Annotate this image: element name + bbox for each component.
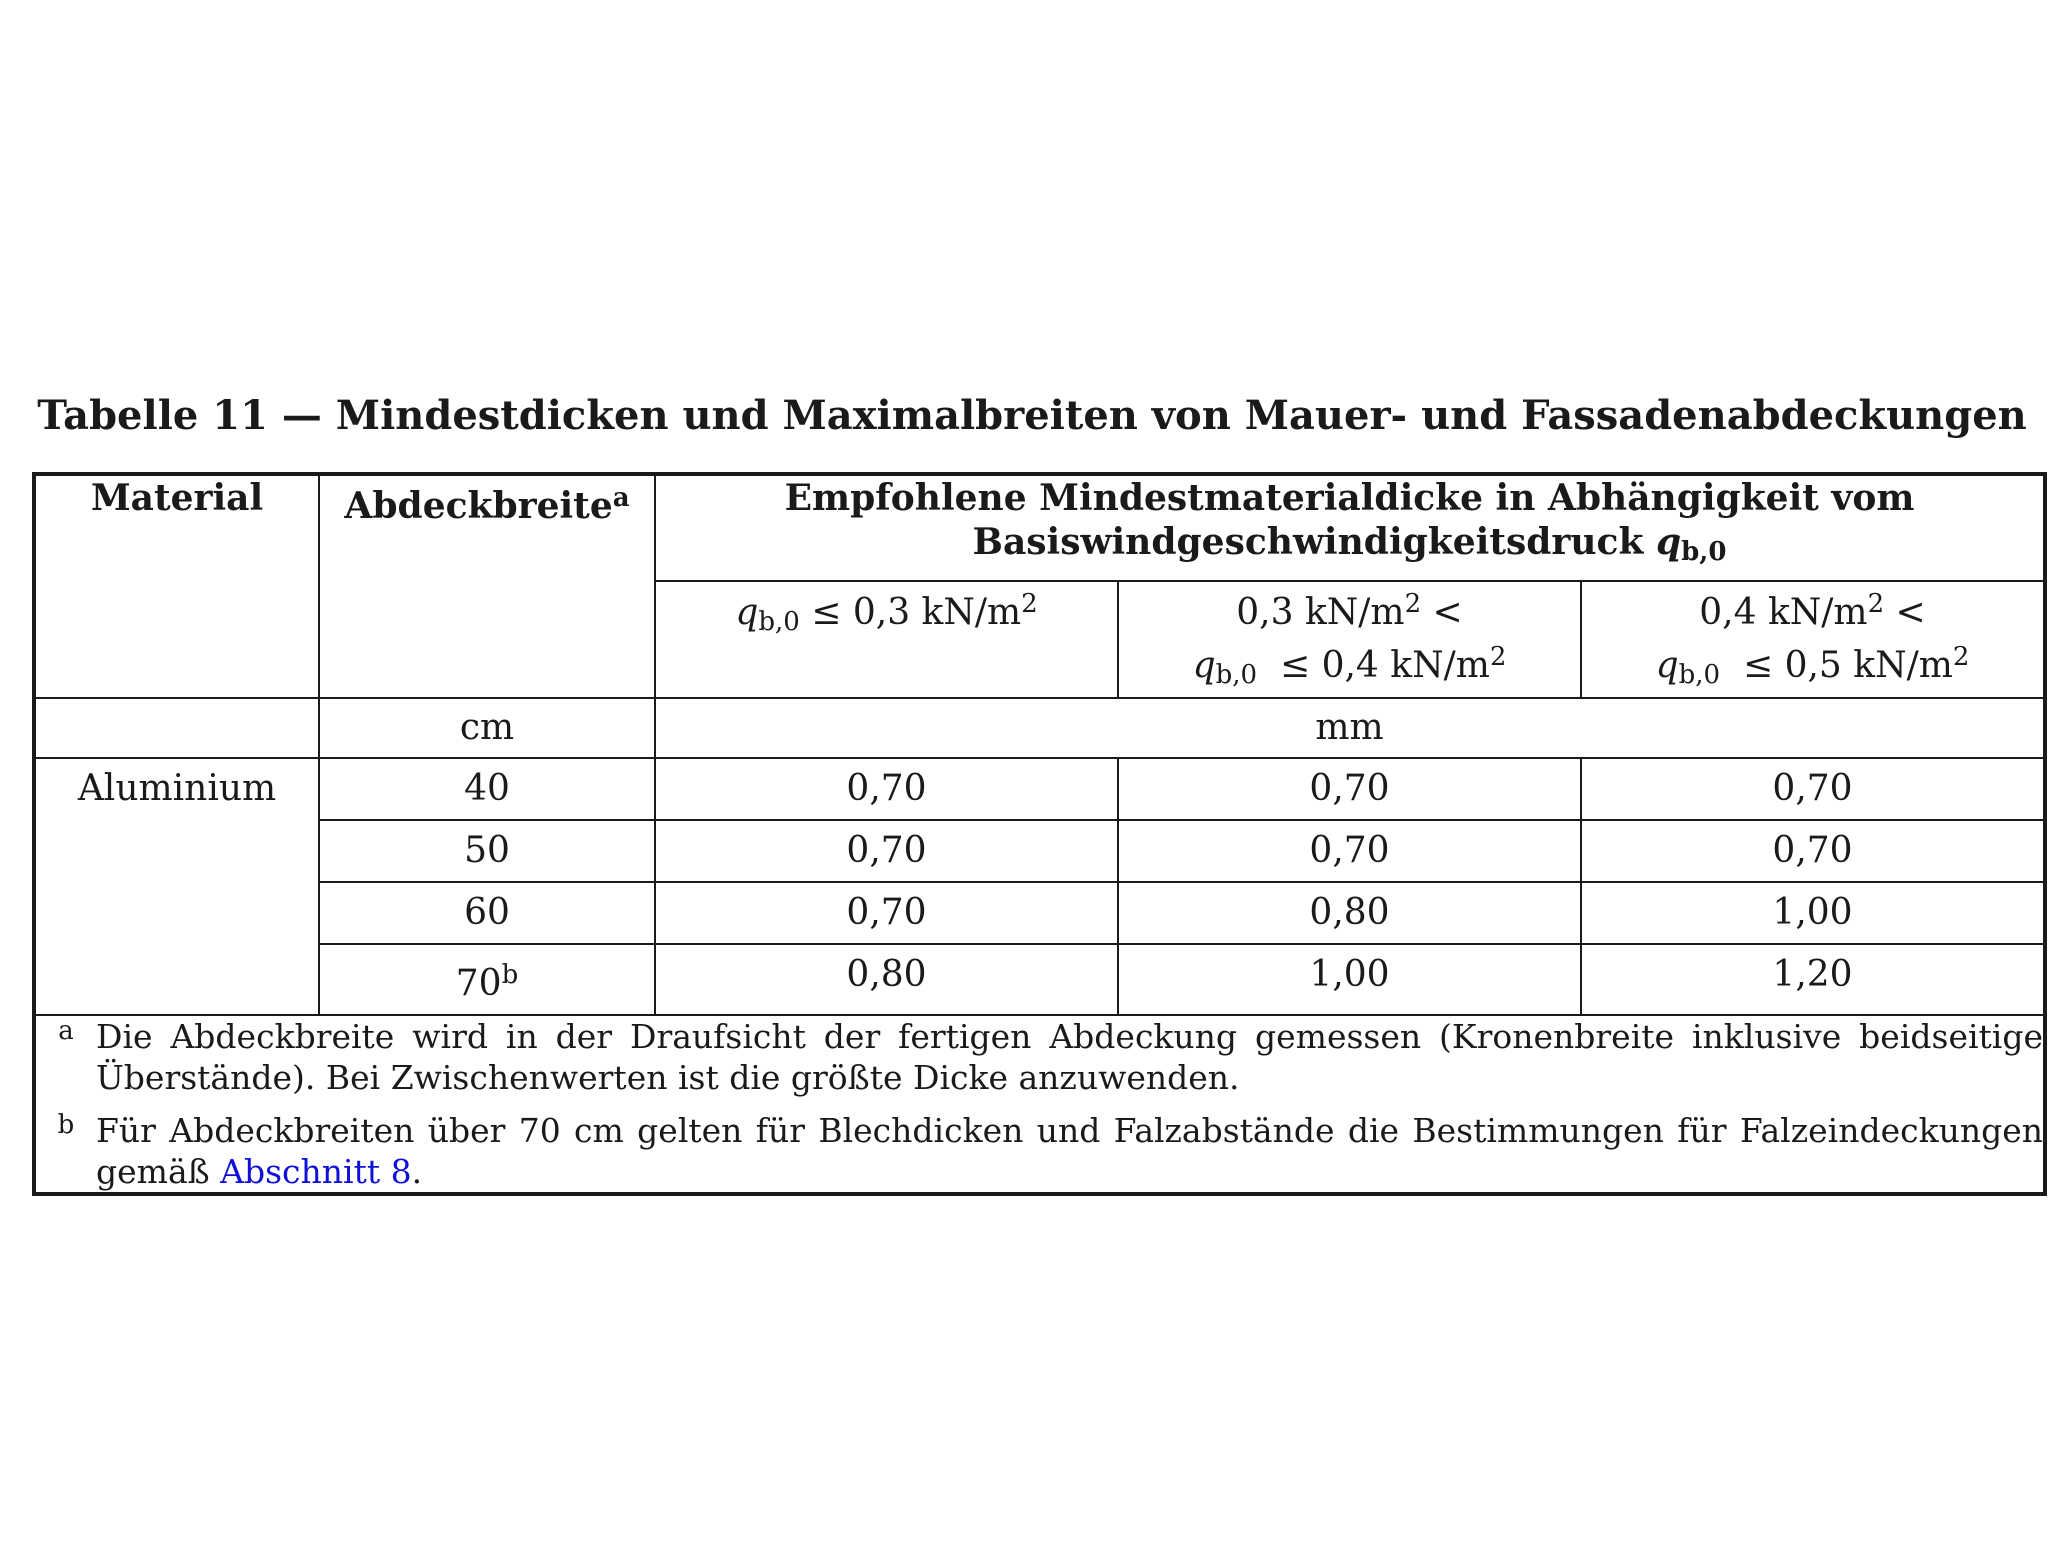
cell-width: 40	[319, 758, 655, 820]
table-caption: Tabelle 11 — Mindestdicken und Maximalbreiten von Mauer- und Fassadenabdeckungen	[37, 392, 2027, 439]
unit-empty	[34, 698, 319, 758]
footnotes	[34, 1015, 2045, 1194]
cell-value: 1,00	[1118, 944, 1581, 1015]
cell-value: 0,70	[1581, 820, 2045, 882]
unit-thickness: mm	[655, 698, 2045, 758]
cell-value: 0,70	[655, 882, 1118, 944]
table-row	[34, 882, 2045, 944]
header-range-1: $q_{b,0} \le 0,3$ $kN/m^2$	[655, 581, 1118, 698]
header-material: Material	[34, 474, 319, 698]
table-row	[34, 820, 2045, 882]
cell-width: 70$^b$	[319, 944, 655, 1015]
cell-value: 0,70	[655, 758, 1118, 820]
footnote-mark: a	[58, 1016, 74, 1046]
table-row	[34, 944, 2045, 1015]
cell-width: 60	[319, 882, 655, 944]
cell-value: 0,80	[655, 944, 1118, 1015]
unit-width: cm	[319, 698, 655, 758]
cell-width: 50	[319, 820, 655, 882]
footnote-text: Für Abdeckbreiten über 70 cm gelten für Blechdicken und Falzabstände die Bestimmungen für Falzeindeckungen gemäß Abschnitt 8.	[96, 1111, 2043, 1191]
cell-material: Aluminium	[34, 758, 319, 1015]
footnote-ref-a: a	[612, 483, 630, 513]
cell-value: 0,70	[655, 820, 1118, 882]
header-range-2: 0,3 $kN/m^2$ < $q_{b,0} \le 0,4$ $kN/m^2$	[1118, 581, 1581, 698]
header-thickness: Empfohlene Mindestmaterialdicke in Abhängigkeit vom Basiswindgeschwindigkeitsdruck $q_{b,0}$	[655, 474, 2045, 581]
cover-thickness-table	[32, 472, 2047, 1196]
header-range-3: 0,4 $kN/m^2$ < $q_{b,0} \le 0,5$ $kN/m^2$	[1581, 581, 2045, 698]
cell-value: 1,00	[1581, 882, 2045, 944]
cell-value: 0,70	[1118, 758, 1581, 820]
section-link[interactable]: Abschnitt 8	[220, 1152, 412, 1191]
footnote-text: Die Abdeckbreite wird in der Draufsicht der fertigen Abdeckung gemessen (Kronenbreite inklusive beidseitige Überstände). Bei Zwischenwerten ist die größte Dicke anzuwenden.	[96, 1017, 2043, 1097]
footnote-a	[36, 1016, 2043, 1098]
cell-value: 1,20	[1581, 944, 2045, 1015]
table-row	[34, 758, 2045, 820]
footnote-mark: b	[57, 1110, 75, 1140]
footnote-b	[36, 1110, 2043, 1192]
cell-value: 0,70	[1581, 758, 2045, 820]
footnote-ref-b: b	[501, 960, 519, 990]
header-width: Abdeckbreite$^a$	[319, 474, 655, 698]
cell-value: 0,80	[1118, 882, 1581, 944]
cell-value: 0,70	[1118, 820, 1581, 882]
